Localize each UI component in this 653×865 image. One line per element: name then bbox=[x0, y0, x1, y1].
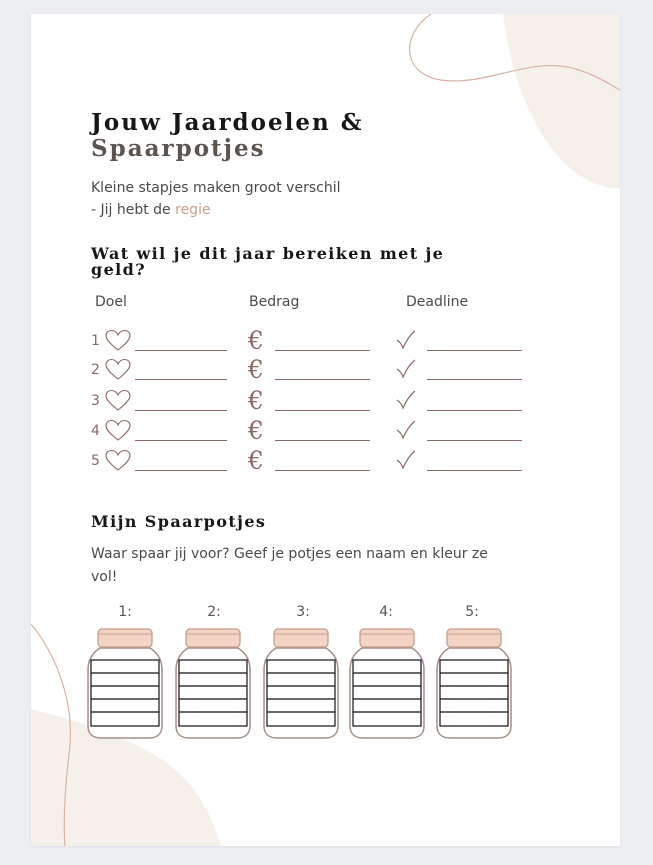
column-header-deadline: Deadline bbox=[406, 294, 469, 310]
euro-icon: € bbox=[248, 326, 264, 355]
heart-icon bbox=[105, 389, 131, 413]
jar-icon[interactable] bbox=[87, 626, 163, 740]
deadline-input-line[interactable] bbox=[427, 410, 522, 411]
amount-input-line[interactable] bbox=[275, 379, 370, 380]
euro-icon: € bbox=[248, 386, 264, 415]
euro-icon: € bbox=[248, 446, 264, 475]
subtitle-accent: regie bbox=[175, 202, 211, 218]
goal-input-line[interactable] bbox=[135, 470, 227, 471]
goal-input-line[interactable] bbox=[135, 350, 227, 351]
checkmark-icon bbox=[395, 390, 417, 410]
amount-input-line[interactable] bbox=[275, 350, 370, 351]
amount-input-line[interactable] bbox=[275, 470, 370, 471]
deadline-input-line[interactable] bbox=[427, 350, 522, 351]
goal-number: 2 bbox=[91, 362, 100, 378]
goal-row bbox=[31, 418, 620, 446]
jar-label: 5: bbox=[465, 604, 479, 620]
goal-row bbox=[31, 357, 620, 385]
column-header-goal: Doel bbox=[95, 294, 127, 310]
pots-instructions: Waar spaar jij voor? Geef je potjes een naam en kleur ze vol! bbox=[91, 546, 488, 585]
goal-number: 3 bbox=[91, 393, 100, 409]
checkmark-icon bbox=[395, 450, 417, 470]
goal-input-line[interactable] bbox=[135, 410, 227, 411]
goal-number: 4 bbox=[91, 423, 100, 439]
jar-icon[interactable] bbox=[263, 626, 339, 740]
column-header-amount: Bedrag bbox=[249, 294, 300, 310]
jar-label: 4: bbox=[379, 604, 393, 620]
euro-icon: € bbox=[248, 355, 264, 384]
jar-label: 2: bbox=[207, 604, 221, 620]
checkmark-icon bbox=[395, 330, 417, 350]
goal-row bbox=[31, 328, 620, 356]
euro-icon: € bbox=[248, 416, 264, 445]
goal-row bbox=[31, 448, 620, 476]
heart-icon bbox=[105, 419, 131, 443]
subtitle-prefix: - Jij hebt de bbox=[91, 202, 176, 218]
deadline-input-line[interactable] bbox=[427, 470, 522, 471]
jar-icon[interactable] bbox=[349, 626, 425, 740]
jar-icon[interactable] bbox=[436, 626, 512, 740]
heart-icon bbox=[105, 358, 131, 382]
amount-input-line[interactable] bbox=[275, 410, 370, 411]
jar-label: 3: bbox=[296, 604, 310, 620]
goal-input-line[interactable] bbox=[135, 379, 227, 380]
subtitle bbox=[91, 177, 340, 221]
jar-icon[interactable] bbox=[175, 626, 251, 740]
heart-icon bbox=[105, 449, 131, 473]
deadline-input-line[interactable] bbox=[427, 440, 522, 441]
jar-label: 1: bbox=[118, 604, 132, 620]
amount-input-line[interactable] bbox=[275, 440, 370, 441]
subtitle-line-1: Kleine stapjes maken groot verschil bbox=[91, 180, 341, 196]
goals-heading: Wat wil je dit jaar bereiken met je geld? bbox=[91, 244, 445, 279]
deadline-input-line[interactable] bbox=[427, 379, 522, 380]
checkmark-icon bbox=[395, 420, 417, 440]
title-line-1: Jouw Jaardoelen & bbox=[91, 109, 364, 136]
heart-icon bbox=[105, 329, 131, 353]
goal-number: 1 bbox=[91, 333, 100, 349]
subtitle-line-2 bbox=[91, 199, 340, 221]
pots-heading: Mijn Spaarpotjes bbox=[91, 512, 267, 531]
page-title bbox=[91, 110, 363, 162]
checkmark-icon bbox=[395, 359, 417, 379]
blob-top-right bbox=[503, 14, 620, 188]
title-line-2: Spaarpotjes bbox=[91, 135, 266, 162]
goal-row bbox=[31, 388, 620, 416]
goal-number: 5 bbox=[91, 453, 100, 469]
goal-input-line[interactable] bbox=[135, 440, 227, 441]
worksheet-page bbox=[31, 14, 620, 846]
